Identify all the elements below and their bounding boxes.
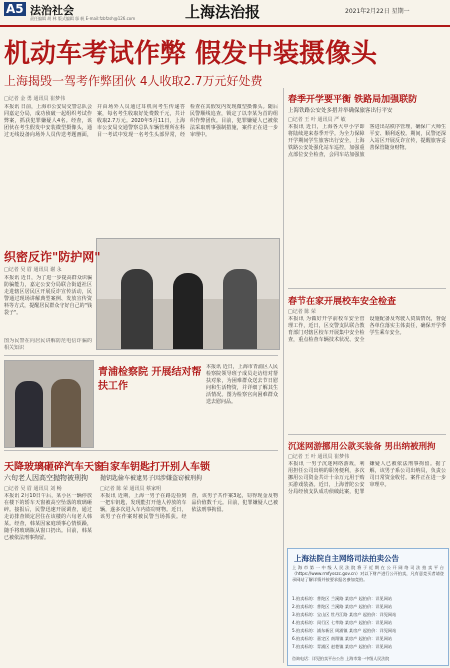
keys-body: 本报讯 近期，上海一男子在路边捡到一把车钥匙，发现能打开他人停放的车辆，遂多次进入车内盗窃财物。近日，该男子在作案时被民警当场抓获。经查，该男子共作案3起，窃得现金及物品价值数千元。目前，犯罪嫌疑人已被依法刑事拘留。	[100, 493, 278, 520]
procuratorate-body: 本报讯 近日，上海市青浦区人民检察院领导班子成员走访结对帮扶对象，为困难群众送去节日慰问和生活物资，并详细了解其生活情况。图为检察官向困难群众送去慰问品。	[206, 364, 278, 405]
page-number: A5	[6, 2, 24, 16]
main-photo	[96, 238, 280, 350]
section-title: 法治社会	[30, 4, 74, 17]
procuratorate-bottom-rule	[4, 450, 278, 451]
bus-bottom-rule	[288, 434, 446, 435]
fraud-bottom-rule	[4, 355, 278, 356]
auction-intro: 上海市第一中级人民法院将于近期在公开网络司法拍卖平台（https://www.rmfysszc.gov.cn）对以下财产进行公开拍卖，凡有意竞买者请登录网站了解详情并按要求报名参加竞拍。	[292, 565, 444, 582]
section-sub-line: 责任编辑 胡 林 版式编辑 邬 帆 E-mail:fzbfzsh@126.com	[30, 16, 136, 21]
glass-subtitle: 六旬老人因高空抛物被刑拘	[4, 474, 88, 482]
auction-item: 6.拍卖标的：嘉定区 南翔镇 某房产 起拍价：详见网站	[292, 636, 393, 641]
game-headline: 沉迷网游挪用公款买装备 男出纳被刑拘	[288, 442, 436, 452]
keys-headline: 自家车钥匙打开别人车锁	[100, 462, 210, 473]
issue-date: 2021年2月22日 星期一	[345, 8, 410, 15]
game-byline: □记者 王 叶 通讯员 崔梦伟	[288, 454, 350, 460]
photo-person-left	[121, 269, 153, 349]
fraud-byline: □记者 吴 眉 通讯员 谢 永	[4, 267, 62, 273]
bus-byline: □记者 陈 荣	[288, 309, 316, 315]
fraud-body: 本报讯 近日，为了进一步提高群众识骗防骗能力，嘉定公安分局联合街道社区走进辖区居民区开展反诈宣传活动，民警通过现场讲解典型案例、发放宣传资料等方式，提醒居民群众守好自己的"钱袋子"。	[4, 275, 92, 316]
auction-notice	[287, 548, 449, 666]
newspaper-logo: 上海法治报	[185, 3, 261, 21]
bus-headline: 春节在家开展校车安全检查	[288, 297, 397, 307]
auction-item-list	[292, 595, 444, 651]
keys-byline: □记者 陈 荣 通讯员 蔡家明	[100, 486, 162, 492]
main-subtitle: 上海揭毁一驾考作弊团伙 4人收取2.7万元好处费	[4, 74, 263, 88]
auction-item: 2.拍卖标的：普陀区 兰溪路 某房产 起拍价：详见网站	[292, 604, 393, 609]
procuratorate-headline	[98, 366, 202, 394]
glass-byline: □记者 吴 眉 通讯员 刘 畅	[4, 486, 62, 492]
auction-item: 7.拍卖标的：青浦区 赵巷镇 某房产 起拍价：详见网站	[292, 644, 393, 649]
fraud-headline: 织密反诈"防护网"	[4, 250, 101, 264]
photo-officer	[15, 381, 43, 447]
spring-bottom-rule	[288, 288, 446, 289]
procuratorate-photo	[4, 360, 94, 448]
main-body: 本报讯 日前，上海市公安局交警总队会同嘉定分局，成功侦破一起组织考试作弊案，抓获犯罪嫌疑人4名。经查，该团伙在考生假发中安装微型摄像头，通过无线设备向场外人员传送考题画面，并由场外人员通过耳机向考生传递答案，每名考生收取好处费数千元，共计收取2.7万元。2020年5月11日，上海市公安局交通警察总队车辆管理所在科目一考试中发现一名考生头部异常，经检查在其假发内发现微型摄像头。随后民警顺线追查，锁定了以李某为首的组织作弊团伙。目前，犯罪嫌疑人已被依法采取刑事强制措施，案件正在进一步审理中。	[4, 104, 278, 138]
auction-item: 1.拍卖标的：普陀区 兰溪路 某房产 起拍价：详见网站	[292, 596, 393, 601]
spring-headline: 春季开学要平衡 铁路局加强联防	[288, 95, 418, 105]
masthead	[0, 0, 450, 24]
bus-body: 本报讯 为做好开学前校车安全管理工作，近日，区交警支队联合教育部门对辖区校车开展集中安全检查，重点检查车辆技术状况、安全设施配备及驾驶人资质情况，督促各单位落实主体责任，确保开学季学生乘车安全。	[288, 316, 446, 343]
game-body: 本报讯 一男子沉迷网络游戏，利用担任公司出纳的职务便利，多次挪用公司资金共计十余万元用于购买游戏装备。近日，上海普陀公安分局经侦支队成功侦破此案，犯罪嫌疑人已被依法刑事拘留。据了解，该男子系公司出纳员，负责公司日常资金收付。案件正在进一步审理中。	[288, 461, 446, 495]
procuratorate-title: 青浦检察院 开展结对帮扶工作	[98, 367, 202, 392]
fraud-caption: 图为民警在向居民讲解防范电信诈骗的相关知识	[4, 338, 92, 351]
photo-resident	[51, 379, 81, 447]
auction-item: 5.拍卖标的：浦东新区 周浦镇 某房产 起拍价：详见网站	[292, 628, 397, 633]
photo-person-right	[223, 269, 257, 349]
spring-subtitle: 上海铁路公安处多措并举确保旅客出行平安	[288, 108, 393, 114]
glass-body: 本报讯 2月10日午后，某小区一辆停放在楼下的轿车天窗被高空坠落的玻璃砸碎。接报后，民警迅速开展调查，通过走访排查锁定居住在该楼的六旬老人韩某。经查，韩某因家庭琐事心情烦躁，随手将玻璃瓶从窗口扔出。目前，韩某已被依法刑事拘留。	[4, 493, 92, 541]
auction-item: 4.拍卖标的：闵行区 七莘路 某房产 起拍价：详见网站	[292, 620, 393, 625]
photo-person-middle	[173, 273, 203, 349]
spring-byline: □记者 王 叶 通讯员 严 敏	[288, 117, 346, 123]
spring-body: 本报讯 近日，上海各大中小学即将陆续迎来春季开学。为全力保障开学期间学生旅客出行安全，上海铁路公安处强化站车巡控，加强重点部位安全检查，会同车站加强旅客进出站秩序管理，确保广大师生平安、顺利返校。期间，民警还深入站区开展反诈宣传，提醒旅客妥善保管随身财物。	[288, 124, 446, 158]
keys-subtitle: 抛钥匙偷车被逮男子因涉嫌盗窃被刑拘	[100, 475, 203, 482]
main-headline: 机动车考试作弊 假发中装摄像头	[4, 39, 378, 69]
auction-footer: 咨询电话：详见拍卖平台公告 上海市第一中级人民法院	[292, 656, 390, 661]
glass-headline: 天降玻璃砸碎汽车天窗	[4, 462, 104, 473]
masthead-rule	[0, 25, 450, 27]
column-divider	[283, 88, 284, 663]
auction-item: 3.拍卖标的：宝山区 牡丹江路 某房产 起拍价：详见网站	[292, 612, 397, 617]
main-byline: □记者 金 勇 通讯员 崔梦伟	[4, 96, 66, 102]
auction-title: 上海法院自主网络司法拍卖公告	[294, 554, 399, 563]
